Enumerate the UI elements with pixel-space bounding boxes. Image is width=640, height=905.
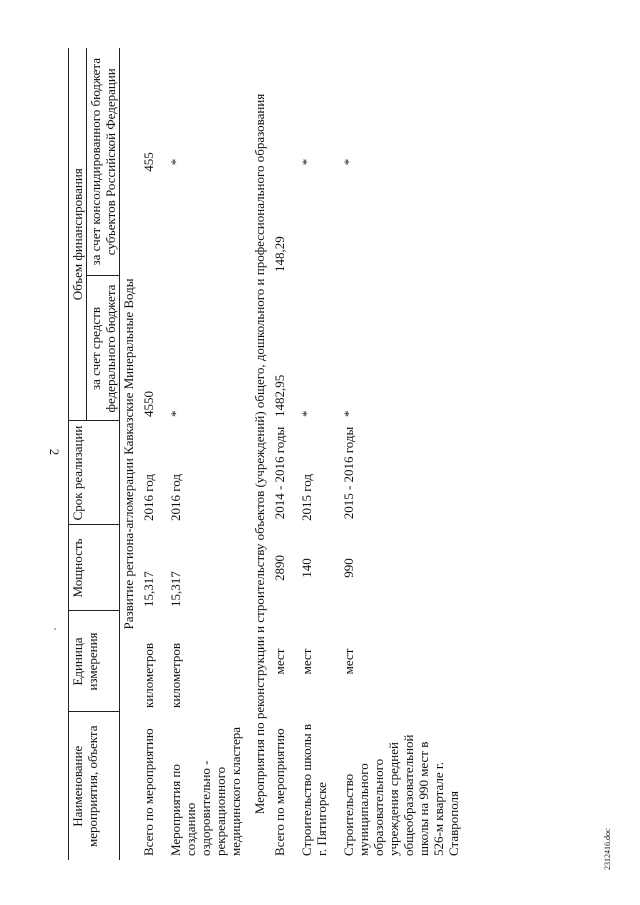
cell-unit: километров [141,643,156,708]
cell-regional: * [168,158,183,166]
cell-term: 2014 - 2016 годы [272,426,287,520]
page-number: 2 [47,448,62,456]
table-row [268,48,295,860]
cell-name: Всего по мероприятию [141,728,156,856]
col-header-regional: за счет консолидированного бюджета субъектов Российской Федерации [87,48,120,276]
col-header-name: Наименование мероприятия, объекта [69,712,120,860]
cell-name: Строительство муниципального образовательного учреждения средней общеобразовательной школы на 990 мест в 526-м квартале г. Ставрополя [341,734,461,856]
cell-regional: 455 [141,152,156,172]
cell-federal: 4550 [141,391,156,417]
cell-name: Всего по мероприятию [272,728,287,856]
cell-unit: мест [272,648,287,675]
cell-capacity: 140 [299,558,314,578]
cell-unit: километров [168,643,183,708]
cell-term: 2015 год [299,474,314,521]
cell-name: Строительство школы в г. Пятигорске [299,723,329,856]
cell-federal: * [168,410,183,417]
cell-capacity: 2890 [272,555,287,581]
cell-capacity: 15,317 [141,571,156,607]
cell-federal: * [341,410,356,417]
cell-regional: * [299,158,314,166]
cell-regional: * [341,158,356,166]
cell-term: 2016 год [168,474,183,521]
cell-unit: мест [341,648,356,675]
table-row [295,48,337,860]
funding-table [68,48,469,860]
col-header-unit: Единица измерения [69,611,120,712]
cell-name: Мероприятия по созданию оздоровительно - рекреационного медицинского кластера [168,726,243,856]
col-header-term: Срок реализации [69,421,120,525]
cell-term: 2016 год [141,474,156,521]
table-row [337,48,469,860]
cell-federal: 1482,95 [272,374,287,417]
header-row-1 [69,48,87,860]
document-filename: 2312416.doc [603,828,612,870]
cell-federal: * [299,410,314,417]
section-title-row [251,48,268,860]
table-row [164,48,251,860]
col-header-federal: за счет средств федерального бюджета [87,276,120,421]
section-title: Мероприятия по реконструкции и строительству объектов (учреждений) общего, дошкольного и профессионального образования [252,93,267,815]
cell-capacity: 15,317 [168,571,183,607]
col-header-capacity: Мощность [69,525,120,611]
cell-regional: 148,29 [272,236,287,272]
section-title: Развитие региона-агломерации Кавказские Минеральные Воды [121,278,136,630]
col-header-funding: Объем финансирования [69,48,87,421]
table-row [137,48,164,860]
cell-capacity: 990 [341,558,356,578]
cell-term: 2015 - 2016 годы [341,426,356,520]
section-title-row [120,48,138,860]
cell-unit: мест [299,648,314,675]
